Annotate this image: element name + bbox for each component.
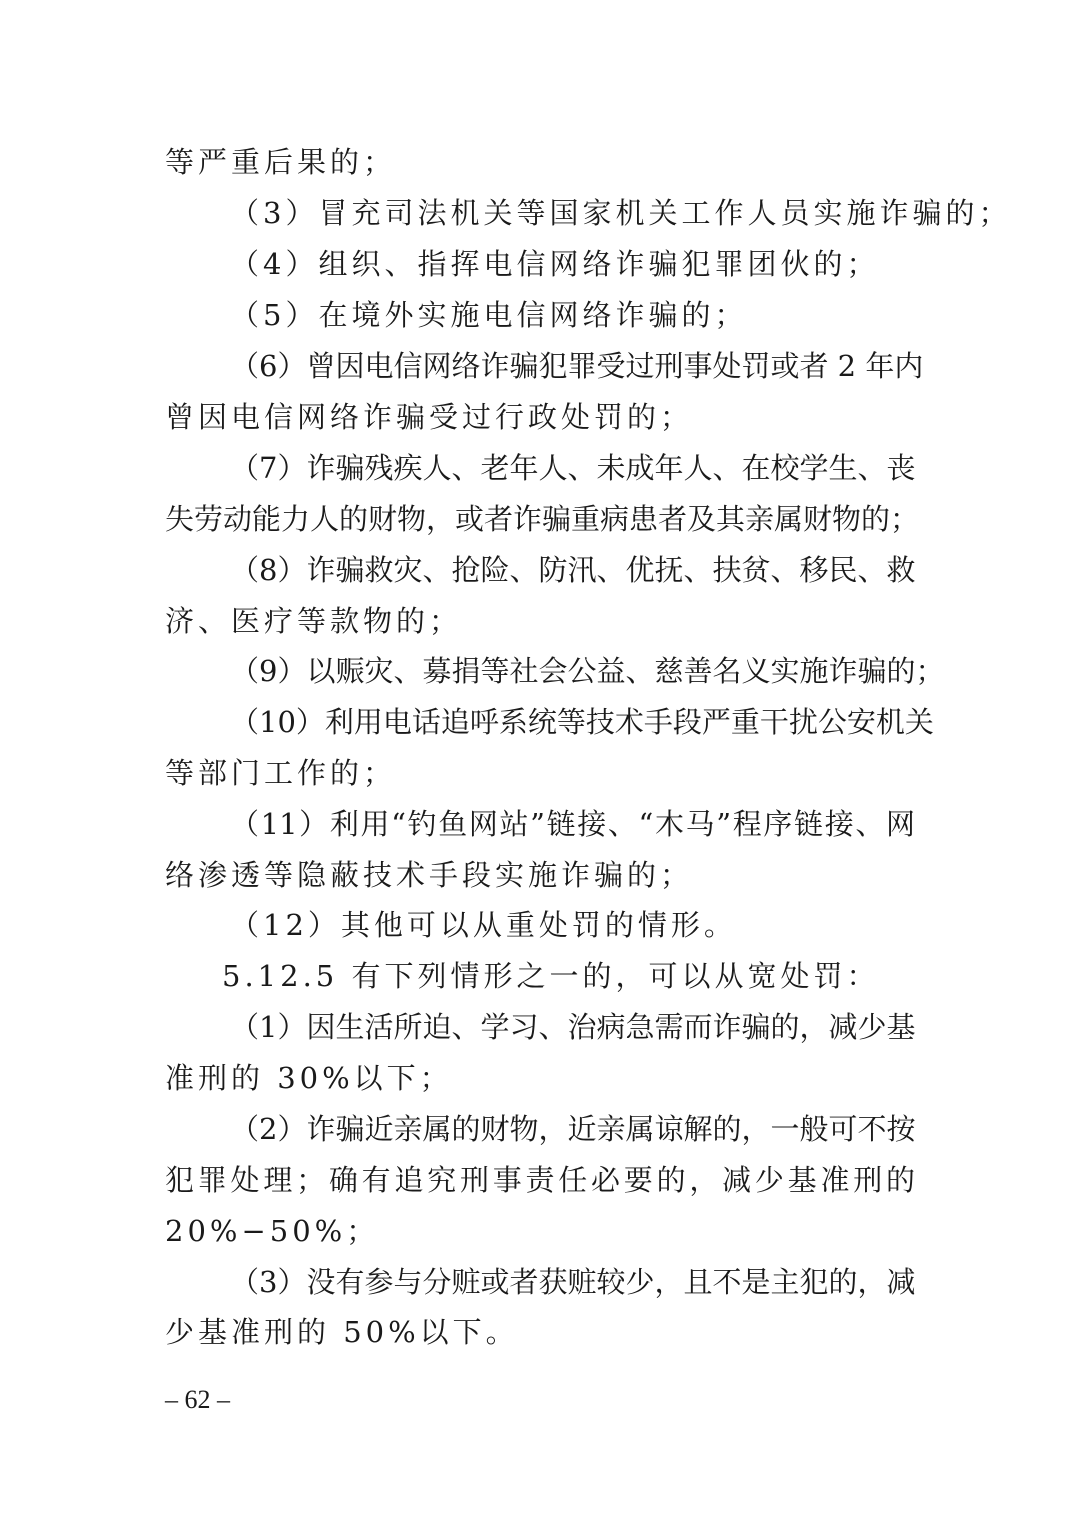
text-line-6: 曾因电信网络诈骗受过行政处罚的；: [165, 400, 694, 434]
text-line-1: 等严重后果的；: [165, 145, 397, 179]
text-line-24: 少基准刑的 50%以下。: [165, 1315, 519, 1349]
text-line-15: 络渗透等隐蔽技术手段实施诈骗的；: [165, 858, 694, 892]
text-line-11: （9）以赈灾、募捐等社会公益、慈善名义实施诈骗的；: [230, 654, 945, 688]
text-line-22: 20%−50%；: [165, 1214, 380, 1248]
text-line-4: （5）在境外实施电信网络诈骗的；: [230, 298, 748, 332]
page-number: – 62 –: [165, 1385, 230, 1414]
text-line-23: （3）没有参与分赃或者获赃较少，且不是主犯的，减: [230, 1265, 916, 1299]
text-line-8: 失劳动能力人的财物，或者诈骗重病患者及其亲属财物的；: [165, 502, 920, 536]
text-line-3: （4）组织、指挥电信网络诈骗犯罪团伙的；: [230, 247, 880, 281]
text-line-7: （7）诈骗残疾人、老年人、未成年人、在校学生、丧: [230, 451, 916, 485]
text-line-13: 等部门工作的；: [165, 756, 397, 790]
text-line-2: （3）冒充司法机关等国家机关工作人员实施诈骗的；: [230, 196, 1012, 230]
text-line-5: （6）曾因电信网络诈骗犯罪受过刑事处罚或者 2 年内: [230, 349, 924, 383]
text-line-20: （2）诈骗近亲属的财物，近亲属谅解的，一般可不按: [230, 1112, 916, 1146]
text-line-10: 济、医疗等款物的；: [165, 604, 463, 638]
text-line-18: （1）因生活所迫、学习、治病急需而诈骗的，减少基: [230, 1010, 916, 1044]
text-line-9: （8）诈骗救灾、抢险、防汛、优抚、扶贫、移民、救: [230, 553, 916, 587]
text-line-17: 5.12.5 有下列情形之一的，可以从宽处罚：: [222, 959, 880, 993]
text-line-16: （12）其他可以从重处罚的情形。: [230, 908, 737, 942]
text-line-21: 犯罪处理；确有追究刑事责任必要的，减少基准刑的: [165, 1163, 915, 1197]
text-line-12: （10）利用电话追呼系统等技术手段严重干扰公安机关: [230, 705, 934, 739]
text-line-19: 准刑的 30%以下；: [165, 1061, 453, 1095]
text-line-14: （11）利用“钓鱼网站”链接、“木马”程序链接、网: [230, 807, 915, 841]
